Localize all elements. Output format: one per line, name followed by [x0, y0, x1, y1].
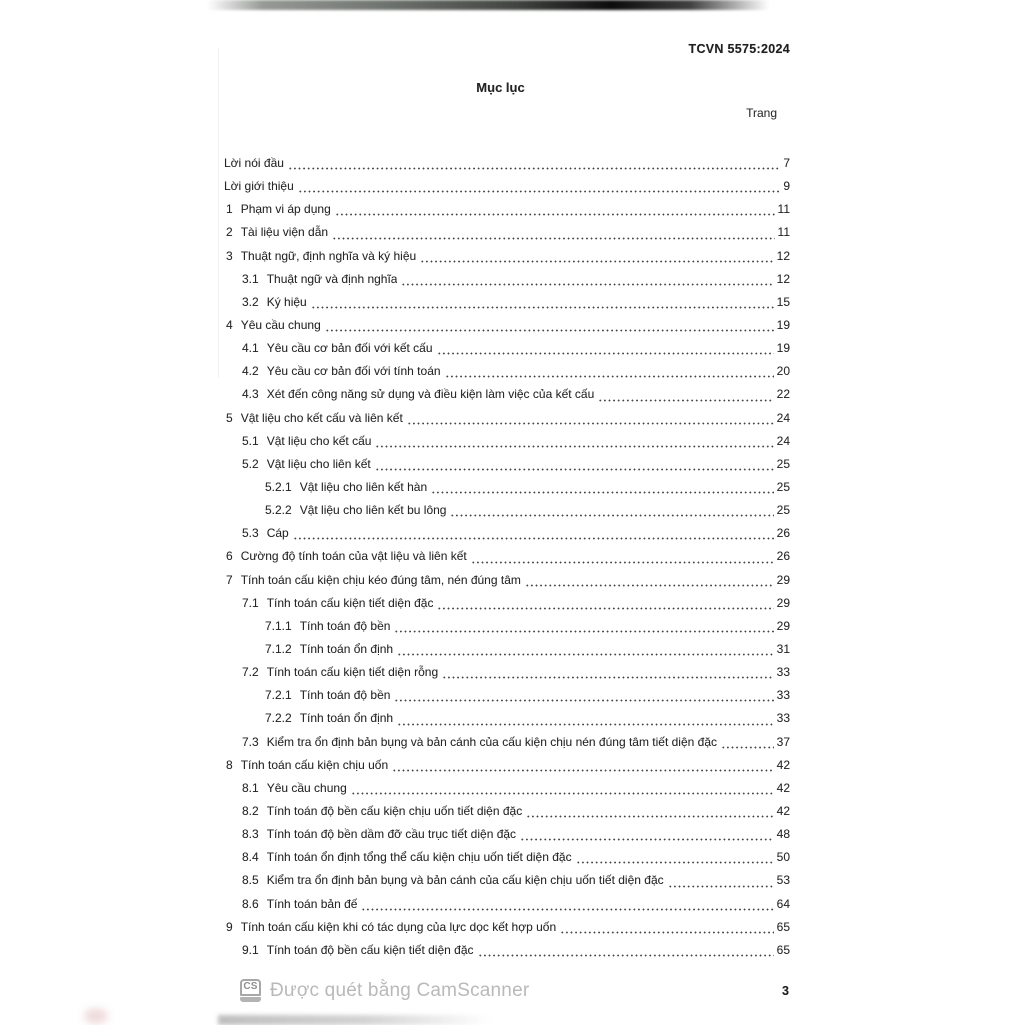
scan-smudge: [84, 1008, 108, 1024]
dot-leader: [668, 879, 774, 893]
toc-row: [224, 846, 790, 869]
toc-entry-page: 19: [776, 341, 790, 356]
dot-leader: [375, 462, 774, 476]
toc-entry-label: Thuật ngữ, định nghĩa và ký hiệu: [240, 248, 417, 263]
toc-entry-number: 7.2: [242, 665, 259, 680]
toc-entry-label: Vật liệu cho liên kết hàn: [299, 479, 428, 494]
toc-entry-label: Lời nói đầu: [224, 156, 284, 170]
toc-row: [224, 268, 790, 291]
toc-entry-page: 12: [776, 248, 790, 263]
toc-row: [224, 152, 790, 175]
dot-leader: [397, 647, 774, 661]
dot-leader: [437, 601, 773, 615]
toc-entry-label: Tính toán cấu kiện khi có tác dụng của lực dọc kết hợp uốn: [240, 919, 557, 934]
page-number: 3: [782, 984, 789, 998]
toc-entry-label: Tính toán cấu kiện tiết diện đặc: [266, 595, 434, 610]
toc-row: [224, 221, 790, 244]
dot-leader: [576, 855, 774, 869]
dot-leader: [401, 277, 773, 291]
dot-leader: [335, 207, 775, 221]
toc-entry-label: Yêu cầu chung: [266, 780, 347, 795]
toc-entry-label: Tính toán độ bền dầm đỡ cầu trục tiết diện đặc: [266, 827, 517, 842]
dot-leader: [437, 346, 774, 360]
toc-entry-page: 20: [776, 364, 790, 379]
dot-leader: [392, 763, 774, 777]
toc-entry-label: Kiểm tra ổn định bản bụng và bản cánh của cấu kiện chịu nén đúng tâm tiết diện đặc: [266, 734, 717, 749]
dot-leader: [351, 786, 774, 800]
dot-leader: [471, 555, 774, 569]
toc-row: [224, 684, 790, 707]
toc-entry-page: 48: [776, 827, 790, 842]
toc-entry-number: 8.2: [242, 803, 259, 818]
toc-row: [224, 245, 790, 268]
toc-entry-label: Tính toán ổn định: [299, 641, 394, 656]
dot-leader: [293, 531, 774, 545]
toc-entry-label: Vật liệu cho liên kết: [266, 456, 371, 471]
toc-entry-page: 11: [777, 225, 790, 240]
toc-row: [224, 430, 790, 453]
dot-leader: [420, 254, 773, 268]
document-code: TCVN 5575:2024: [688, 42, 790, 56]
toc-entry-page: 42: [776, 757, 790, 772]
toc-entry-page: 42: [776, 780, 790, 795]
toc-entry-label: Tính toán độ bền: [299, 688, 391, 703]
dot-leader: [560, 925, 774, 939]
toc-row: [224, 592, 790, 615]
toc-entry-label: Xét đến công năng sử dụng và điều kiện làm việc của kết cấu: [266, 387, 595, 402]
toc-entry-page: 7: [783, 156, 790, 170]
dot-leader: [526, 809, 773, 823]
dot-leader: [478, 948, 774, 962]
toc-entry-label: Vật liệu cho kết cấu và liên kết: [240, 410, 403, 425]
toc-entry-number: 8.6: [242, 896, 259, 911]
toc-entry-page: 9: [783, 179, 790, 194]
toc-entry-number: 9.1: [242, 942, 259, 957]
toc-row: [224, 661, 790, 684]
scan-top-shadow: [207, 0, 769, 10]
toc-entry-page: 15: [776, 294, 790, 309]
toc-entry-label: Tính toán cấu kiện chịu uốn: [240, 757, 389, 772]
toc-entry-number: 8.3: [242, 827, 259, 842]
scan-page-edge: [218, 48, 219, 378]
dot-leader: [325, 323, 774, 337]
toc-entry-label: Tính toán độ bền: [299, 618, 391, 633]
toc-entry-page: 31: [776, 641, 790, 656]
dot-leader: [525, 578, 774, 592]
toc-entry-page: 33: [776, 711, 790, 726]
toc-entry-page: 64: [776, 896, 790, 911]
toc-row: [224, 823, 790, 846]
toc-row: [224, 360, 790, 383]
toc-entry-number: 5.2.1: [265, 479, 292, 494]
toc-entry-label: Ký hiệu: [266, 294, 307, 309]
camscanner-logo-icon: CS: [240, 979, 261, 996]
toc-row: [224, 869, 790, 892]
dot-leader: [445, 369, 774, 383]
toc-entry-label: Phạm vi áp dụng: [240, 202, 331, 217]
dot-leader: [721, 740, 774, 754]
page-column-label: Trang: [746, 106, 777, 120]
camscanner-watermark-text: Được quét bằng CamScanner: [270, 980, 530, 1001]
dot-leader: [598, 393, 773, 407]
toc-row: [224, 916, 790, 939]
toc-entry-number: 9: [226, 919, 233, 934]
toc-entry-label: Tính toán ổn định: [299, 711, 394, 726]
toc-row: [224, 407, 790, 430]
toc-entry-number: 8: [226, 757, 233, 772]
dot-leader: [431, 485, 774, 499]
toc-row: [224, 337, 790, 360]
dot-leader: [394, 693, 773, 707]
toc-entry-label: Yêu cầu chung: [240, 317, 321, 332]
toc-entry-page: 29: [776, 618, 790, 633]
toc-row: [224, 800, 790, 823]
dot-leader: [407, 416, 774, 430]
toc-entry-page: 22: [776, 387, 790, 402]
dot-leader: [450, 508, 773, 522]
toc-entry-label: Tính toán cấu kiện tiết diện rỗng: [266, 665, 439, 680]
toc-entry-page: 53: [776, 873, 790, 888]
toc-entry-label: Tính toán bản đế: [266, 896, 358, 911]
toc-entry-page: 33: [776, 688, 790, 703]
toc-row: [224, 453, 790, 476]
toc-row: [224, 754, 790, 777]
toc-entry-number: 4: [226, 317, 233, 332]
toc-entry-label: Yêu cầu cơ bản đối với tính toán: [266, 364, 441, 379]
dot-leader: [332, 231, 774, 245]
toc-entry-number: 8.4: [242, 850, 259, 865]
toc-entry-page: 25: [776, 503, 790, 518]
toc-entry-label: Cường độ tính toán của vật liệu và liên kết: [240, 549, 467, 564]
toc-entry-number: 7.1.2: [265, 641, 292, 656]
toc-entry-number: 7: [226, 572, 233, 587]
toc-row: [224, 615, 790, 638]
toc-row: [224, 175, 790, 198]
toc-entry-number: 2: [226, 225, 233, 240]
toc-row: [224, 522, 790, 545]
toc-entry-label: Thuật ngữ và định nghĩa: [266, 271, 398, 286]
dot-leader: [375, 439, 773, 453]
toc-entry-page: 11: [777, 202, 790, 217]
toc-entry-page: 29: [776, 572, 790, 587]
toc-entry-page: 37: [776, 734, 790, 749]
toc-entry-page: 26: [776, 526, 790, 541]
dot-leader: [394, 624, 773, 638]
toc-row: [224, 198, 790, 221]
dot-leader: [397, 717, 774, 731]
toc-entry-label: Tài liệu viện dẫn: [240, 225, 329, 240]
toc-entry-number: 5.2.2: [265, 503, 292, 518]
toc-row: [224, 707, 790, 730]
toc-entry-number: 5.1: [242, 433, 259, 448]
toc-entry-number: 5.3: [242, 526, 259, 541]
toc-entry-label: Yêu cầu cơ bản đối với kết cấu: [266, 341, 433, 356]
page-title: Mục lục: [476, 80, 525, 95]
toc-row: [224, 939, 790, 962]
toc-entry-label: Tính toán độ bền cấu kiện tiết diện đặc: [266, 942, 474, 957]
toc-entry-label: Cáp: [266, 526, 289, 541]
dot-leader: [442, 670, 774, 684]
toc-entry-page: 19: [776, 317, 790, 332]
toc-entry-page: 29: [776, 595, 790, 610]
toc-entry-page: 33: [776, 665, 790, 680]
toc-entry-number: 7.1.1: [265, 618, 292, 633]
toc-row: [224, 777, 790, 800]
toc-entry-number: 5.2: [242, 456, 259, 471]
toc-row: [224, 731, 790, 754]
toc-entry-label: Lời giới thiệu: [224, 179, 294, 194]
toc-row: [224, 291, 790, 314]
toc-entry-page: 26: [776, 549, 790, 564]
toc-entry-number: 1: [226, 202, 233, 217]
toc-entry-page: 12: [776, 271, 790, 286]
toc-entry-number: 4.1: [242, 341, 259, 356]
camscanner-logo-bar: [240, 997, 261, 1002]
toc-entry-label: Vật liệu cho liên kết bu lông: [299, 503, 447, 518]
toc-entry-label: Vật liệu cho kết cấu: [266, 433, 372, 448]
toc-entry-page: 65: [776, 919, 790, 934]
toc-entry-page: 25: [776, 479, 790, 494]
toc-entry-number: 8.5: [242, 873, 259, 888]
toc-row: [224, 638, 790, 661]
toc-row: [224, 569, 790, 592]
toc-entry-number: 7.2.1: [265, 688, 292, 703]
toc-row: [224, 893, 790, 916]
dot-leader: [520, 832, 774, 846]
toc-entry-label: Kiểm tra ổn định bản bụng và bản cánh của cấu kiện chịu uốn tiết diện đặc: [266, 873, 664, 888]
toc-row: [224, 545, 790, 568]
toc-entry-page: 25: [776, 456, 790, 471]
toc-entry-number: 5: [226, 410, 233, 425]
toc-entry-number: 6: [226, 549, 233, 564]
dot-leader: [288, 161, 780, 175]
toc-entry-label: Tính toán độ bền cấu kiện chịu uốn tiết diện đặc: [266, 803, 523, 818]
toc-entry-number: 4.3: [242, 387, 259, 402]
toc-entry-number: 7.1: [242, 595, 259, 610]
toc-entry-page: 50: [776, 850, 790, 865]
toc-entry-page: 42: [776, 803, 790, 818]
toc-entry-page: 24: [776, 433, 790, 448]
toc-entry-label: Tính toán ổn định tổng thể cấu kiện chịu uốn tiết diện đặc: [266, 850, 572, 865]
toc-row: [224, 314, 790, 337]
dot-leader: [298, 184, 781, 198]
toc-entry-label: Tính toán cấu kiện chịu kéo đúng tâm, nén đúng tâm: [240, 572, 521, 587]
toc-entry-page: 65: [776, 942, 790, 957]
toc-row: [224, 476, 790, 499]
toc-entry-number: 7.3: [242, 734, 259, 749]
dot-leader: [361, 902, 773, 916]
toc-entry-page: 24: [776, 410, 790, 425]
toc-row: [224, 499, 790, 522]
toc-entry-number: 3: [226, 248, 233, 263]
toc-entry-number: 3.2: [242, 294, 259, 309]
toc-entry-number: 4.2: [242, 364, 259, 379]
toc-entry-number: 8.1: [242, 780, 259, 795]
toc-entry-number: 3.1: [242, 271, 259, 286]
toc-entry-number: 7.2.2: [265, 711, 292, 726]
table-of-contents: [224, 152, 790, 962]
dot-leader: [311, 300, 774, 314]
toc-row: [224, 383, 790, 406]
